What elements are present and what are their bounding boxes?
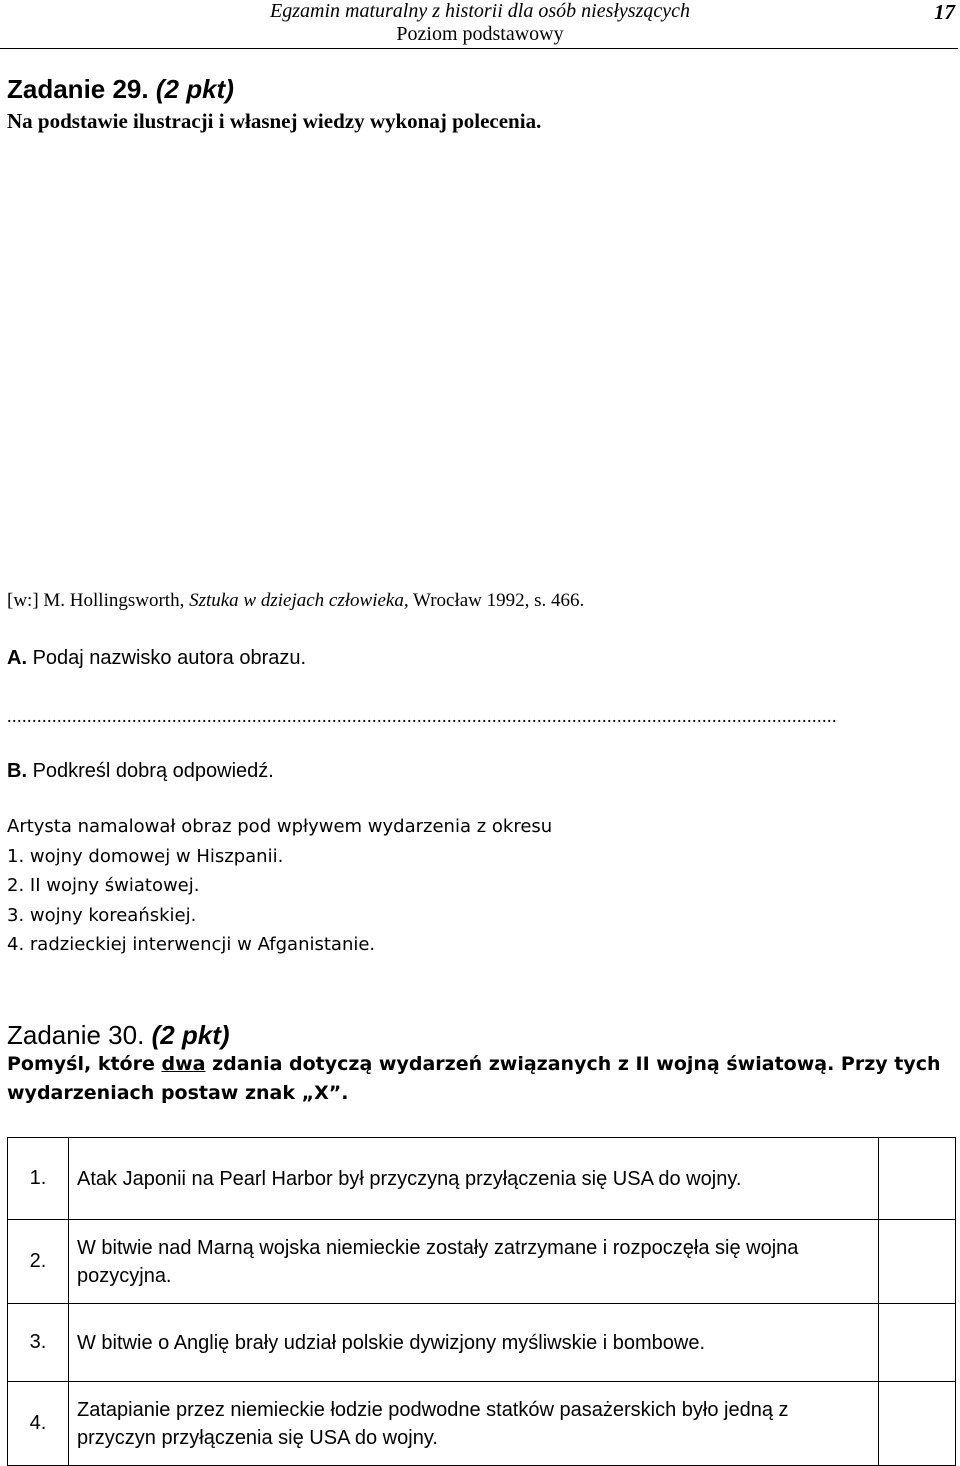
task29-title: Zadanie 29. xyxy=(7,74,149,104)
task30-heading xyxy=(7,1020,230,1051)
option-3[interactable]: 3. wojny koreańskiej. xyxy=(7,905,197,926)
page-number: 17 xyxy=(934,0,955,24)
row-statement: W bitwie o Anglię brały udział polskie dywizjony myśliwskie i bombowe. xyxy=(69,1304,879,1382)
mark-cell-2[interactable] xyxy=(879,1220,956,1304)
partB-question: Artysta namalował obraz pod wpływem wydarzenia z okresu xyxy=(7,816,553,837)
option-2[interactable]: 2. II wojny światowej. xyxy=(7,875,200,896)
task30-points: (2 pkt) xyxy=(151,1020,230,1050)
statements-table xyxy=(7,1137,956,1466)
task29-heading xyxy=(7,74,234,105)
table-row xyxy=(8,1304,956,1382)
task29-points: (2 pkt) xyxy=(155,74,234,104)
partA-prompt xyxy=(7,647,306,670)
partB-text: Podkreśl dobrą odpowiedź. xyxy=(32,760,274,782)
table-row xyxy=(8,1382,956,1466)
row-statement: W bitwie nad Marną wojska niemieckie zostały zatrzymane i rozpoczęła się wojna pozycyjna. xyxy=(69,1220,879,1304)
mark-cell-1[interactable] xyxy=(879,1138,956,1220)
instr-underlined: dwa xyxy=(161,1053,206,1075)
instr-part1: Pomyśl, które xyxy=(7,1053,162,1075)
row-number: 2. xyxy=(8,1220,69,1304)
row-number: 1. xyxy=(8,1138,69,1220)
illustration-area xyxy=(7,150,953,570)
exam-title: Egzamin maturalny z historii dla osób niesłyszących xyxy=(270,0,690,22)
table-row xyxy=(8,1220,956,1304)
partB-prompt xyxy=(7,760,274,783)
option-1[interactable]: 1. wojny domowej w Hiszpanii. xyxy=(7,846,284,867)
exam-level: Poziom podstawowy xyxy=(396,23,564,45)
mark-cell-3[interactable] xyxy=(879,1304,956,1382)
header-divider xyxy=(0,48,958,49)
row-number: 4. xyxy=(8,1382,69,1466)
partA-letter: A. xyxy=(7,647,27,669)
row-number: 3. xyxy=(8,1304,69,1382)
source-citation xyxy=(7,590,584,612)
task30-instruction xyxy=(7,1050,955,1108)
option-4[interactable]: 4. radzieckiej interwencji w Afganistanie. xyxy=(7,934,376,955)
source-prefix: [w:] M. Hollingsworth, xyxy=(7,590,185,611)
table-row xyxy=(8,1138,956,1220)
row-statement: Zatapianie przez niemieckie łodzie podwodne statków pasażerskich było jedną z przyczyn przyłączenia się USA do wojny. xyxy=(69,1382,879,1466)
row-statement: Atak Japonii na Pearl Harbor był przyczyną przyłączenia się USA do wojny. xyxy=(69,1138,879,1220)
task29-instruction: Na podstawie ilustracji i własnej wiedzy wykonaj polecenia. xyxy=(7,109,542,133)
instr-part2: zdania dotyczą wydarzeń związanych z II wojną światową. Przy tych wydarzeniach postaw znak „X”. xyxy=(7,1053,941,1104)
source-title: Sztuka w dziejach człowieka, xyxy=(189,590,409,611)
mark-cell-4[interactable] xyxy=(879,1382,956,1466)
source-suffix: Wrocław 1992, s. 466. xyxy=(413,590,585,611)
partA-text: Podaj nazwisko autora obrazu. xyxy=(32,647,307,669)
task30-title: Zadanie 30. xyxy=(7,1020,145,1050)
partB-letter: B. xyxy=(7,760,27,782)
answer-line[interactable]: ...................................................................................................................................................................... xyxy=(7,706,837,726)
